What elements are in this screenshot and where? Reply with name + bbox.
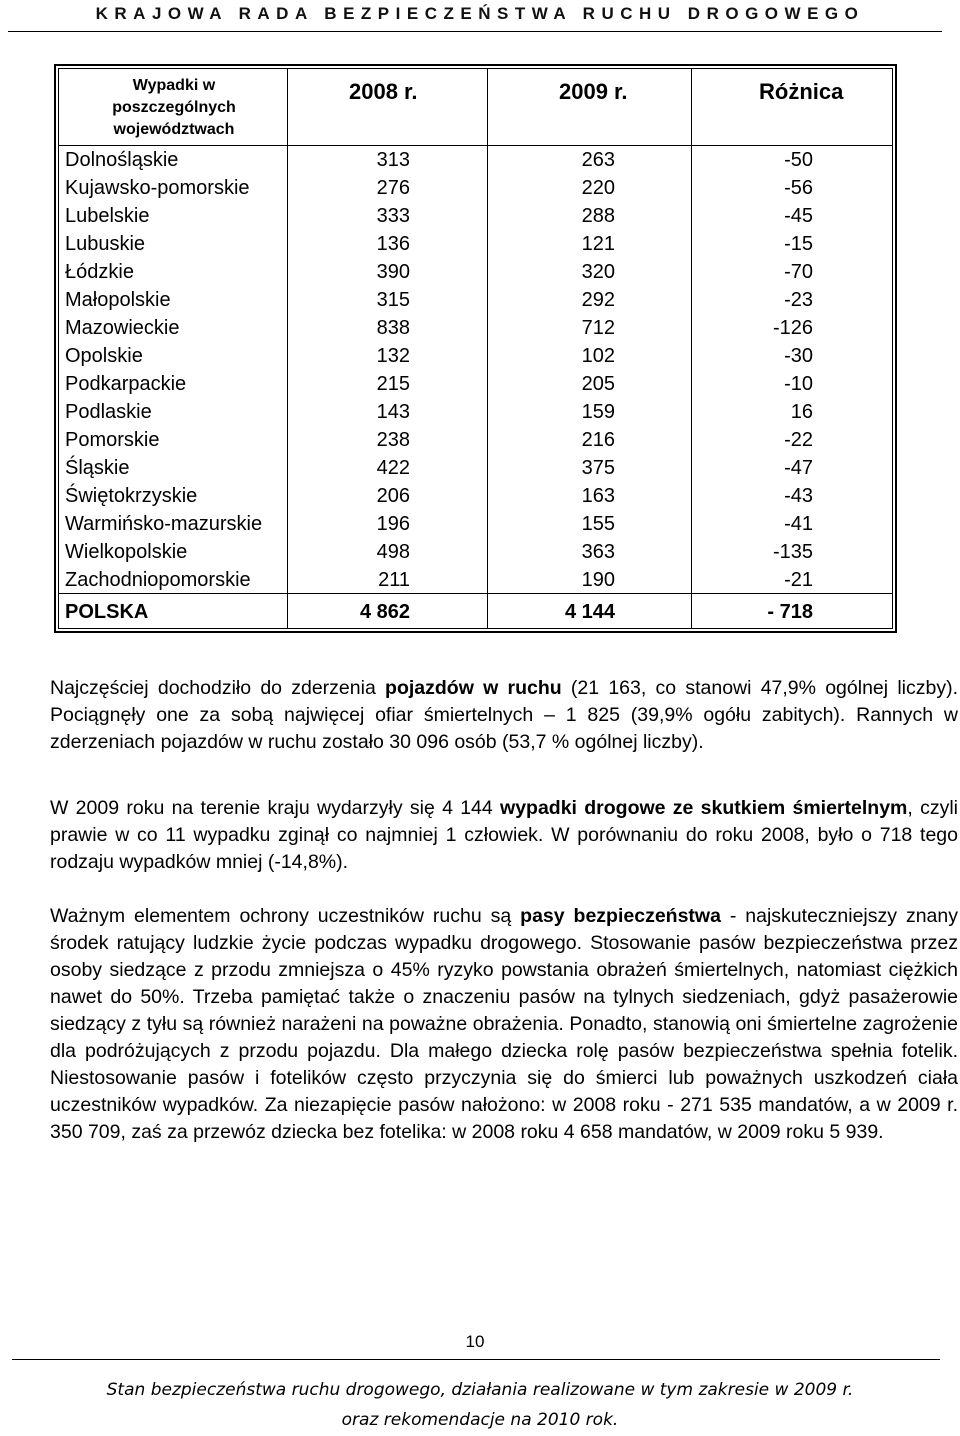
column-header-region-line: Wypadki w bbox=[132, 77, 216, 94]
column-header-2009: 2009 r. bbox=[559, 79, 628, 104]
difference-cell: -45 bbox=[784, 205, 813, 227]
value-2009-cell: 288 bbox=[581, 205, 615, 227]
value-2009-cell: 363 bbox=[581, 541, 615, 563]
value-2008-cell: 313 bbox=[376, 149, 410, 171]
region-name-cell: Łódzkie bbox=[65, 261, 134, 283]
value-2009-cell: 712 bbox=[581, 317, 615, 339]
table-row bbox=[59, 342, 902, 370]
table-row bbox=[59, 566, 902, 594]
difference-cell: -21 bbox=[784, 569, 813, 591]
text-run-bold: pojazdów w ruchu bbox=[385, 677, 562, 699]
value-2008-cell: 498 bbox=[376, 541, 410, 563]
value-2009-cell: 102 bbox=[581, 345, 615, 367]
value-2008-cell: 143 bbox=[376, 401, 410, 423]
column-header-region bbox=[63, 75, 285, 141]
value-2008-cell: 838 bbox=[376, 317, 410, 339]
footer-title-line-1: Stan bezpieczeństwa ruchu drogowego, działania realizowane w tym zakresie w 2009 r. bbox=[106, 1380, 854, 1400]
difference-cell: -30 bbox=[784, 345, 813, 367]
difference-cell: -47 bbox=[784, 457, 813, 479]
document-header bbox=[0, 0, 960, 34]
difference-cell: -15 bbox=[784, 233, 813, 255]
total-label: POLSKA bbox=[65, 601, 149, 623]
page-number: 10 bbox=[465, 1332, 485, 1351]
paragraph-seat-belts bbox=[50, 903, 958, 1146]
value-2009-cell: 205 bbox=[581, 373, 615, 395]
value-2008-cell: 333 bbox=[376, 205, 410, 227]
table-total-row bbox=[59, 598, 902, 626]
table-row bbox=[59, 454, 902, 482]
table-row bbox=[59, 482, 902, 510]
value-2008-cell: 132 bbox=[376, 345, 410, 367]
value-2008-cell: 211 bbox=[378, 569, 410, 591]
value-2008-cell: 422 bbox=[376, 457, 410, 479]
difference-cell: -135 bbox=[772, 541, 813, 563]
difference-cell: -43 bbox=[784, 485, 813, 507]
region-name-cell: Lubelskie bbox=[65, 205, 150, 227]
value-2008-cell: 276 bbox=[376, 177, 410, 199]
difference-cell: 16 bbox=[790, 401, 813, 423]
table-row bbox=[59, 510, 902, 538]
header-title: KRAJOWA RADA BEZPIECZEŃSTWA RUCHU DROGOWEGO bbox=[95, 4, 865, 23]
column-header-2008: 2008 r. bbox=[349, 79, 418, 104]
region-name-cell: Podlaskie bbox=[65, 401, 152, 423]
accidents-by-region-table bbox=[54, 64, 897, 633]
value-2009-cell: 163 bbox=[581, 485, 615, 507]
difference-cell: -41 bbox=[784, 513, 813, 535]
region-name-cell: Wielkopolskie bbox=[65, 541, 188, 563]
difference-cell: -70 bbox=[784, 261, 813, 283]
region-name-cell: Małopolskie bbox=[65, 289, 171, 311]
value-2008-cell: 390 bbox=[376, 261, 410, 283]
value-2009-cell: 292 bbox=[581, 289, 615, 311]
text-run: Najczęściej dochodziło do zderzenia bbox=[50, 677, 386, 699]
value-2009-cell: 263 bbox=[581, 149, 615, 171]
text-run-bold: wypadki drogowe ze skutkiem śmiertelnym bbox=[500, 797, 908, 819]
value-2008-cell: 136 bbox=[376, 233, 410, 255]
header-divider bbox=[8, 31, 942, 32]
table-row bbox=[59, 146, 902, 174]
region-name-cell: Pomorskie bbox=[65, 429, 160, 451]
table-row bbox=[59, 398, 902, 426]
table-row bbox=[59, 286, 902, 314]
value-2009-cell: 159 bbox=[581, 401, 615, 423]
column-header-region-line: poszczególnych bbox=[112, 99, 236, 116]
paragraph-vehicle-collisions bbox=[50, 675, 958, 756]
table-row bbox=[59, 174, 902, 202]
region-name-cell: Zachodniopomorskie bbox=[65, 569, 251, 591]
text-run: - najskuteczniejszy znany środek ratujący ludzkie życie podczas wypadku drogowego. Stosowanie pasów bezpieczeństwa przez osoby siedzące z przodu zmniejsza o 45% ryzyko powstania obrażeń śmiertelnych, natomiast ciężkich nawet do 50%. Trzeba pamiętać także o znaczeniu pasów na tylnych siedzeniach, gdyż pasażerowie siedzący z tyłu są również narażeni na poważne obrażenia. Ponadto, stanowią oni śmiertelne zagrożenie dla podróżujących z przodu pojazdu. Dla małego dziecka rolę pasów bezpieczeństwa spełnia fotelik. Niestosowanie pasów i fotelików często przyczynia się do śmierci lub poważnych uszkodzeń ciała uczestników wypadków. Za niezapięcie pasów nałożono: w 2008 roku - 271 535 mandatów, a w 2009 r. 350 709, zaś za przewóz dziecka bez fotelika: w 2008 roku 4 658 mandatów, w 2009 roku 5 939. bbox=[50, 905, 958, 1143]
value-2009-cell: 190 bbox=[581, 569, 615, 591]
region-name-cell: Warmińsko-mazurskie bbox=[65, 513, 263, 535]
table-row bbox=[59, 314, 902, 342]
value-2009-cell: 216 bbox=[581, 429, 615, 451]
region-name-cell: Lubuskie bbox=[65, 233, 146, 255]
text-run: , czyli prawie w co 11 wypadku zginął co najmniej 1 człowiek. W porównaniu do roku 2008, było o 718 tego rodzaju wypadków mniej (-14,8%). bbox=[50, 797, 958, 873]
total-2008: 4 862 bbox=[359, 601, 410, 623]
value-2008-cell: 315 bbox=[376, 289, 410, 311]
table-row bbox=[59, 538, 902, 566]
table-row bbox=[59, 426, 902, 454]
value-2008-cell: 215 bbox=[376, 373, 410, 395]
region-name-cell: Dolnośląskie bbox=[65, 149, 179, 171]
total-2009: 4 144 bbox=[564, 601, 615, 623]
text-run: W 2009 roku na terenie kraju wydarzyły się 4 144 bbox=[50, 797, 501, 819]
table-grid bbox=[58, 68, 893, 629]
footer-title-line-2: oraz rekomendacje na 2010 rok. bbox=[341, 1410, 619, 1430]
column-header-region-line: województwach bbox=[113, 121, 235, 138]
region-name-cell: Świętokrzyskie bbox=[65, 485, 198, 507]
difference-cell: -23 bbox=[784, 289, 813, 311]
value-2008-cell: 238 bbox=[376, 429, 410, 451]
value-2009-cell: 155 bbox=[581, 513, 615, 535]
value-2009-cell: 220 bbox=[581, 177, 615, 199]
value-2008-cell: 196 bbox=[376, 513, 410, 535]
value-2009-cell: 121 bbox=[581, 233, 615, 255]
difference-cell: -126 bbox=[772, 317, 813, 339]
region-name-cell: Opolskie bbox=[65, 345, 143, 367]
total-difference: - 718 bbox=[767, 601, 813, 623]
difference-cell: -50 bbox=[784, 149, 813, 171]
value-2008-cell: 206 bbox=[376, 485, 410, 507]
region-name-cell: Kujawsko-pomorskie bbox=[65, 177, 250, 199]
table-row bbox=[59, 230, 902, 258]
region-name-cell: Mazowieckie bbox=[65, 317, 180, 339]
text-run: Ważnym elementem ochrony uczestników ruchu są bbox=[50, 905, 521, 927]
difference-cell: -22 bbox=[784, 429, 813, 451]
footer-divider bbox=[12, 1359, 940, 1360]
table-row bbox=[59, 258, 902, 286]
table-row bbox=[59, 370, 902, 398]
value-2009-cell: 375 bbox=[581, 457, 615, 479]
paragraph-fatal-accidents bbox=[50, 795, 958, 876]
region-name-cell: Śląskie bbox=[65, 457, 130, 479]
text-run: (21 163, co stanowi 47,9% ogólnej liczby). Pociągnęły one za sobą najwięcej ofiar śmiertelnych – 1 825 (39,9% ogółu zabitych). Rannych w zderzeniach pojazdów w ruchu zostało 30 096 osób (53,7 % ogólnej liczby). bbox=[50, 677, 959, 753]
difference-cell: -56 bbox=[784, 177, 813, 199]
text-run-bold: pasy bezpieczeństwa bbox=[520, 905, 721, 927]
difference-cell: -10 bbox=[784, 373, 813, 395]
region-name-cell: Podkarpackie bbox=[65, 373, 187, 395]
value-2009-cell: 320 bbox=[581, 261, 615, 283]
table-row bbox=[59, 202, 902, 230]
column-header-difference: Różnica bbox=[759, 79, 844, 104]
